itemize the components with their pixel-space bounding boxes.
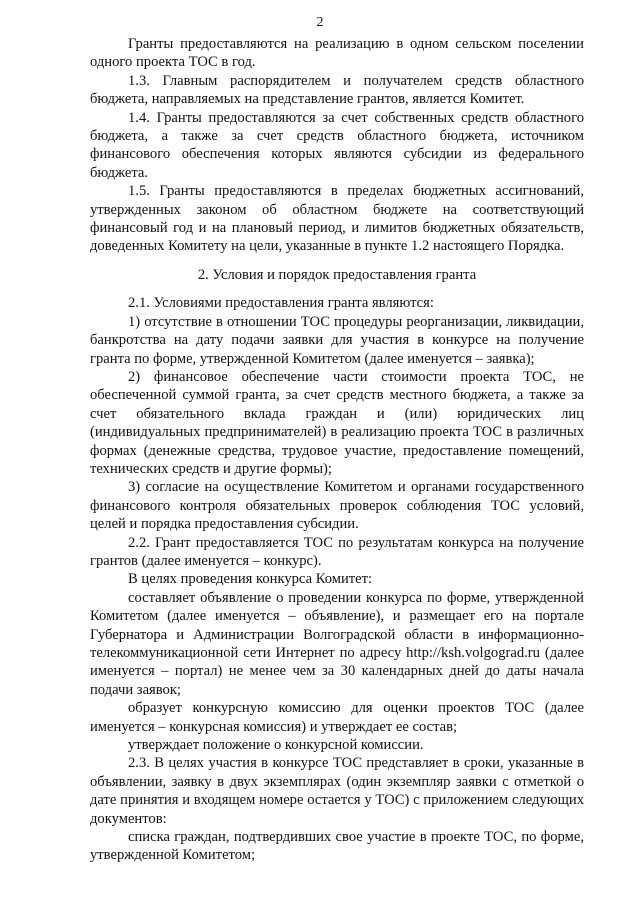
document-body: [90, 35, 584, 865]
paragraph-commission-formation: образует конкурсную комиссию для оценки проектов ТОС (далее именуется – конкурсная комиссия) и утверждает ее состав;: [90, 700, 584, 735]
paragraph-condition-3: 3) согласие на осуществление Комитетом и органами государственного финансового контроля обязательных проверок соблюдения ТОС условий, целей и порядка предоставления субсидии.: [90, 479, 584, 533]
paragraph-2-1: 2.1. Условиями предоставления гранта являются:: [128, 295, 434, 312]
paragraph-2-3: 2.3. В целях участия в конкурсе ТОС представляет в сроки, указанные в объявлении, заявку в двух экземплярах (один экземпляр заявки с отметкой о дате принятия и входящем номере остается у ТОС) с приложением следующих документов:: [90, 755, 584, 827]
paragraph-condition-1: 1) отсутствие в отношении ТОС процедуры реорганизации, ликвидации, банкротства на дату подачи заявки для участия в конкурсе на получение гранта по форме, утвержденной Комитетом (далее именуется – заявка);: [90, 313, 584, 367]
paragraph-condition-2: 2) финансовое обеспечение части стоимости проекта ТОС, не обеспеченной суммой гранта, за счет средств местного бюджета, а также за счет обязательного вклада граждан и (или) юридических лиц (индивидуальных предпринимателей) в реализацию проекта ТОС в различных формах (денежные средства, трудовое участие, предоставление помещений, технических средств и другие формы);: [90, 368, 584, 477]
section-heading: 2. Условия и порядок предоставления гранта: [197, 266, 477, 283]
paragraph-1-4: 1.4. Гранты предоставляются за счет собственных средств областного бюджета, а также за счет средств областного бюджета, источником финансового обеспечения которых являются субсидии из федерального бюджета.: [90, 109, 584, 181]
paragraph-committee-intro: В целях проведения конкурса Комитет:: [128, 571, 373, 588]
paragraph-announcement: составляет объявление о проведении конкурса по форме, утвержденной Комитетом (далее именуется – объявление), и размещает его на портале Губернатора и Администрации Волгоградской области в информационно-телекоммуникационной сети Интернет по адресу http://ksh.volgograd.ru (далее именуется – портал) не менее чем за 30 календарных дней до даты начала подачи заявок;: [90, 589, 584, 698]
paragraph-2-2: 2.2. Грант предоставляется ТОС по результатам конкурса на получение грантов (далее именуется – конкурс).: [90, 534, 584, 569]
page-number: 2: [316, 15, 324, 30]
paragraph-commission-regulation: утверждает положение о конкурсной комиссии.: [128, 737, 424, 754]
paragraph-1-5: 1.5. Гранты предоставляются в пределах бюджетных ассигнований, утвержденных законом об областном бюджете на соответствующий финансовый год и на плановый период, и лимитов бюджетных обязательств, доведенных Комитету на цели, указанные в пункте 1.2 настоящего Порядка.: [90, 183, 584, 255]
paragraph-1-3: 1.3. Главным распорядителем и получателем средств областного бюджета, направляемых на представление грантов, является Комитет.: [90, 72, 584, 108]
paragraph-citizen-list: списка граждан, подтвердивших свое участие в проекте ТОС, по форме, утвержденной Комитетом;: [90, 829, 584, 864]
paragraph-grants-one-per-settlement: Гранты предоставляются на реализацию в одном сельском поселении одного проекта ТОС в год.: [90, 36, 584, 71]
